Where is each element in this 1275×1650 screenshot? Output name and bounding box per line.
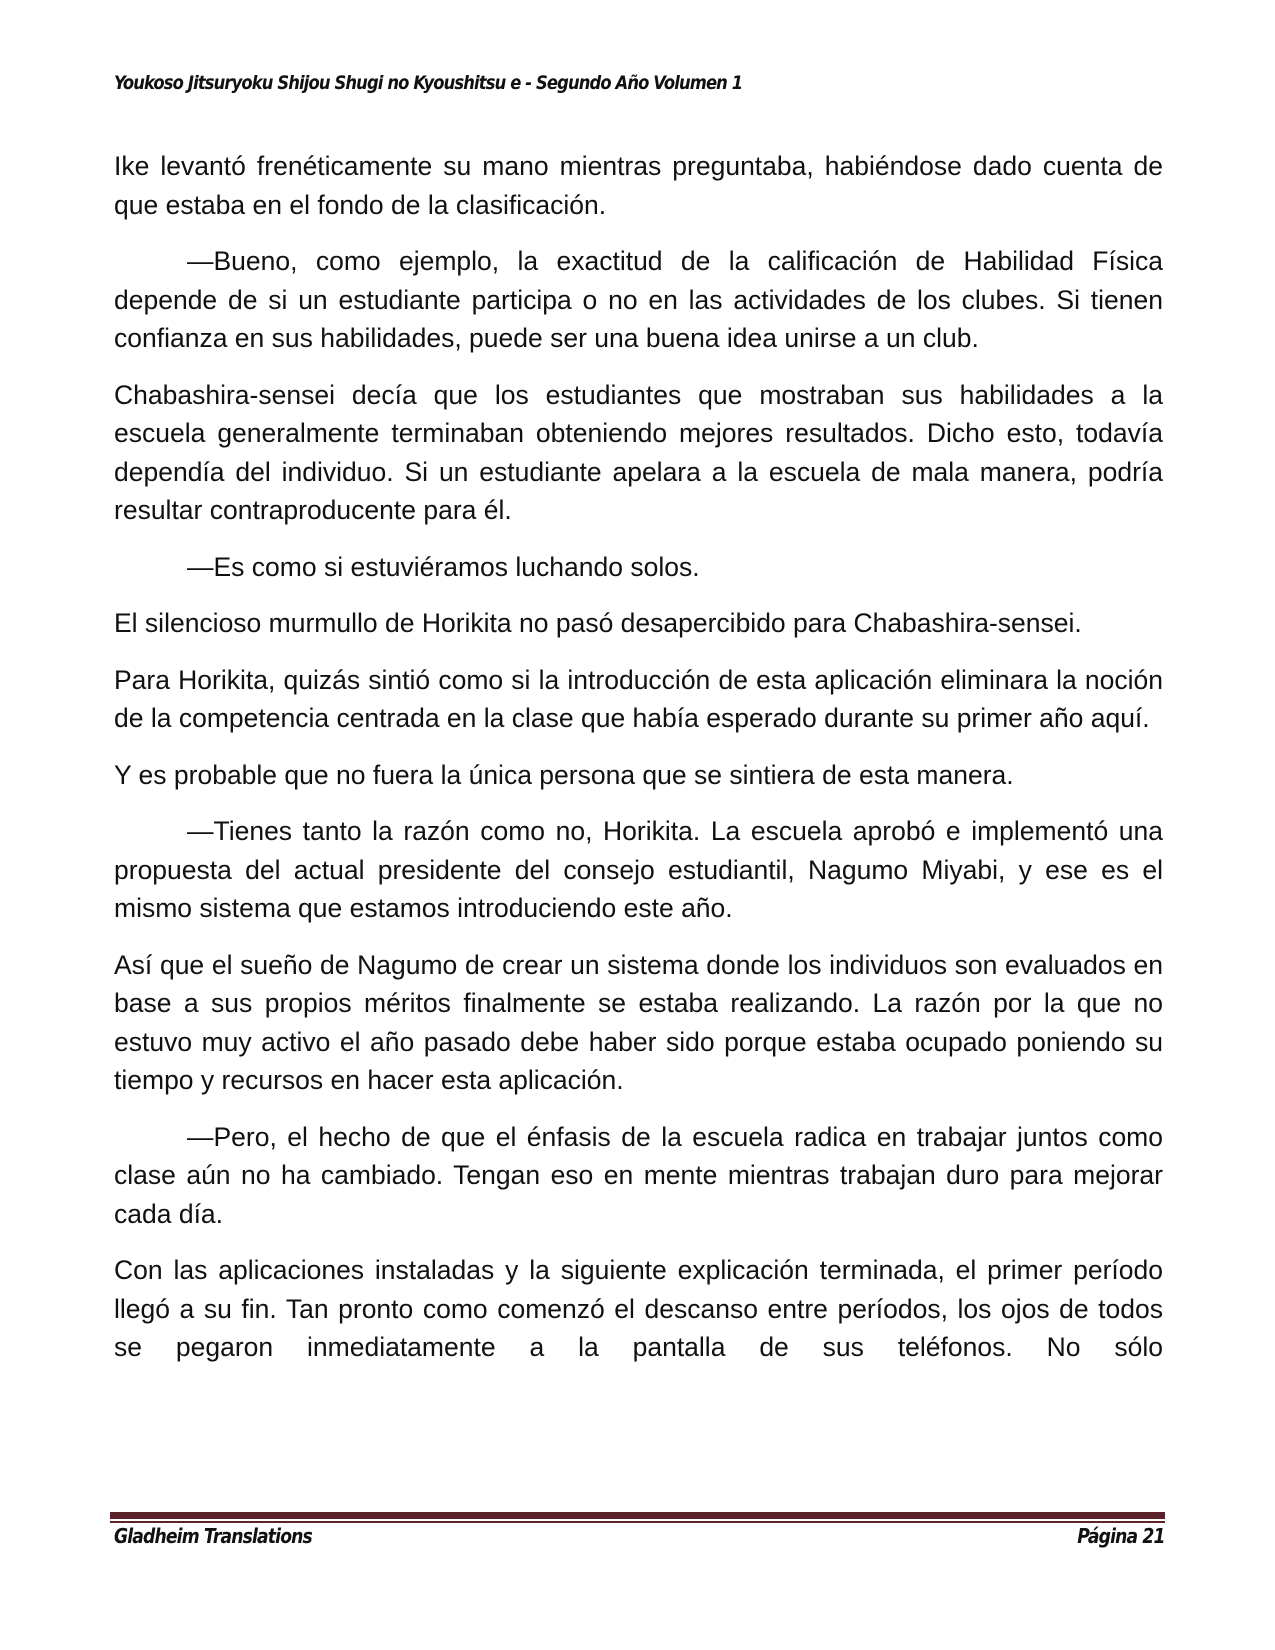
- footer-rule: [110, 1512, 1165, 1519]
- page-body: [114, 147, 1163, 1385]
- footer-rule-thin: [110, 1521, 1165, 1523]
- paragraph: Y es probable que no fuera la única persona que se sintiera de esta manera.: [114, 759, 1014, 790]
- paragraph: Así que el sueño de Nagumo de crear un sistema donde los individuos son evaluados en base a sus propios méritos finalmente se estaba realizando. La razón por la que no estuvo muy activo el año pasado debe haber sido porque estaba ocupado poniendo su tiempo y recursos en hacer esta aplicación.: [114, 949, 1163, 1095]
- paragraph: El silencioso murmullo de Horikita no pasó desapercibido para Chabashira-sensei.: [114, 608, 1082, 638]
- paragraph: Chabashira-sensei decía que los estudiantes que mostraban sus habilidades a la escuela generalmente terminaban obteniendo mejores resultados. Dicho esto, todavía dependía del individuo. Si un estudiante apelara a la escuela de mala manera, podría resultar contraproducente para él.: [114, 379, 1163, 525]
- paragraph: Ike levantó frenéticamente su mano mientras preguntaba, habiéndose dado cuenta de que estaba en el fondo de la clasificación.: [114, 151, 1163, 220]
- page-number: Página 21: [1077, 1524, 1165, 1548]
- footer-translator: Gladheim Translations: [114, 1524, 312, 1548]
- dialogue-paragraph: —Tienes tanto la razón como no, Horikita. La escuela aprobó e implementó una propuesta del actual presidente del consejo estudiantil, Nagumo Miyabi, y ese es el mismo sistema que estamos introduciendo este año.: [114, 816, 1163, 923]
- dialogue-paragraph: —Es como si estuviéramos luchando solos.: [187, 551, 700, 582]
- dialogue-paragraph: —Bueno, como ejemplo, la exactitud de la calificación de Habilidad Física depende de si un estudiante participa o no en las actividades de los clubes. Si tienen confianza en sus habilidades, puede ser una buena idea unirse a un club.: [114, 246, 1163, 353]
- paragraph: Con las aplicaciones instaladas y la siguiente explicación terminada, el primer período llegó a su fin. Tan pronto como comenzó el descanso entre períodos, los ojos de todos se pegaron inmediatamente a la pantalla de sus teléfonos. No sólo: [114, 1255, 1163, 1362]
- paragraph: Para Horikita, quizás sintió como si la introducción de esta aplicación eliminara la noción de la competencia centrada en la clase que había esperado durante su primer año aquí.: [114, 664, 1163, 733]
- running-header: Youkoso Jitsuryoku Shijou Shugi no Kyoushitsu e - Segundo Año Volumen 1: [114, 72, 743, 94]
- dialogue-paragraph: —Pero, el hecho de que el énfasis de la escuela radica en trabajar juntos como clase aún no ha cambiado. Tengan eso en mente mientras trabajan duro para mejorar cada día.: [114, 1121, 1163, 1229]
